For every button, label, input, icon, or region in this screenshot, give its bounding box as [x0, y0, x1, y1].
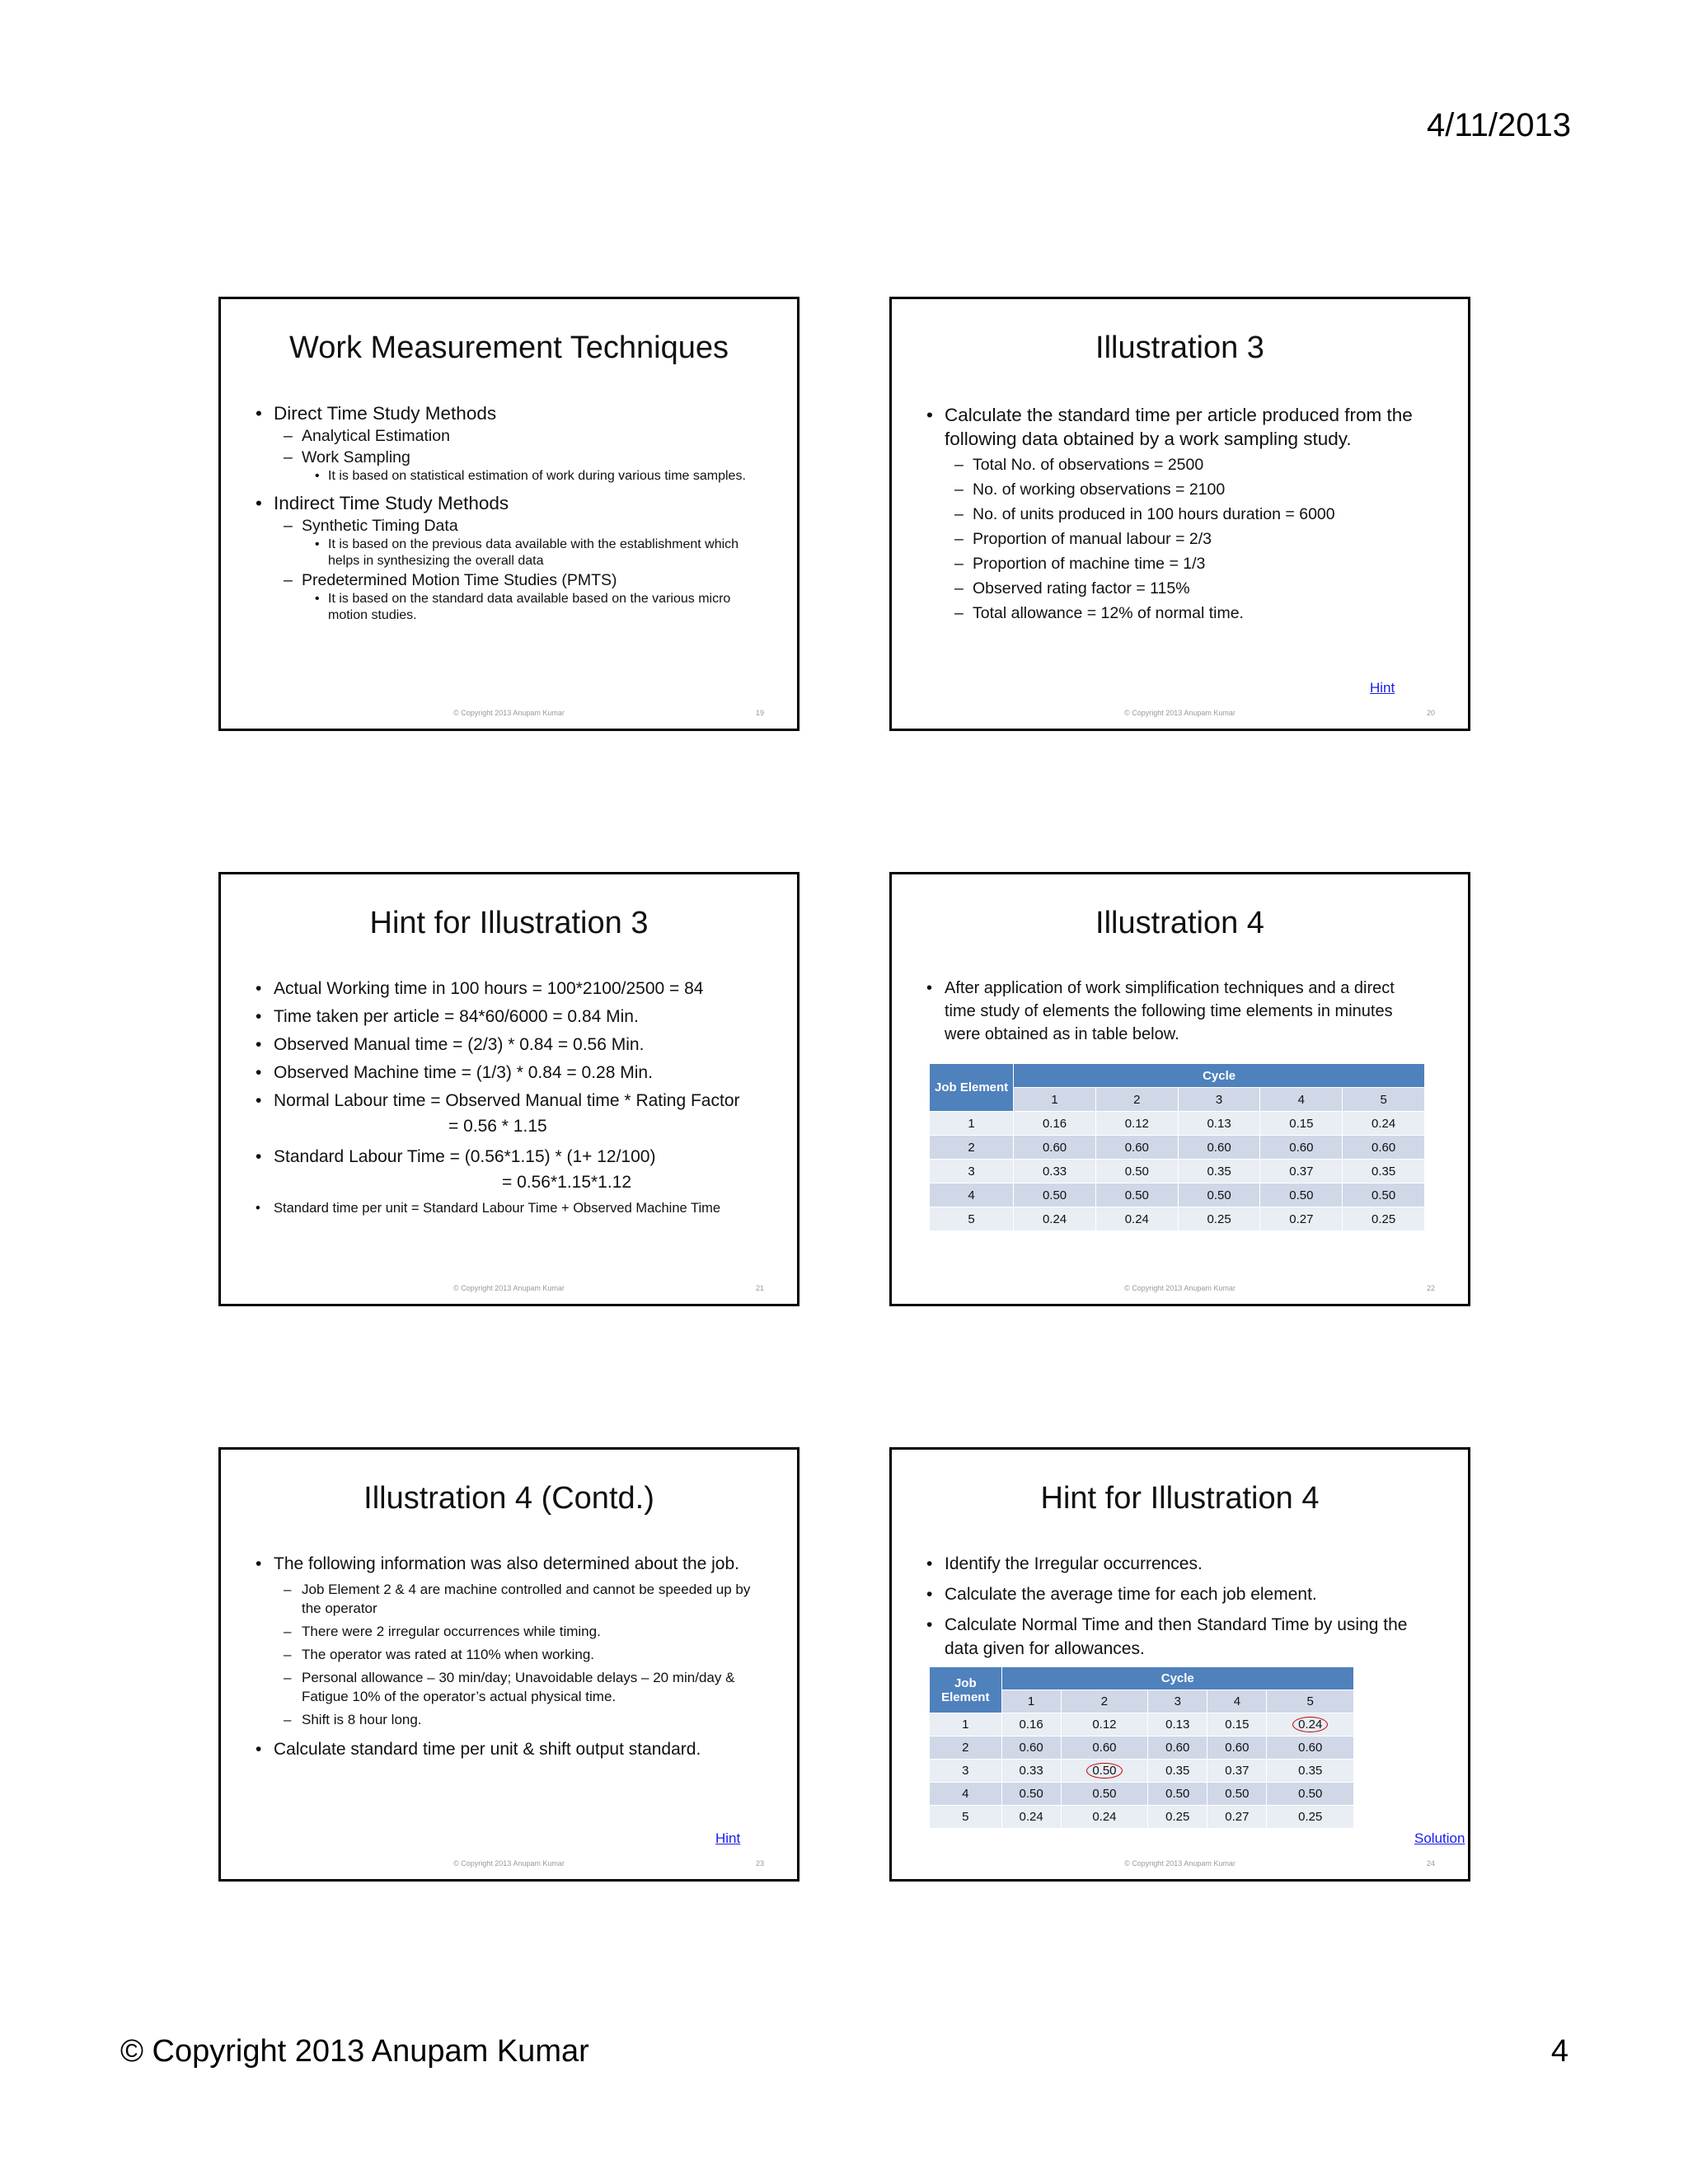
job-element-cell: 2 — [930, 1736, 1002, 1760]
slide-title: Hint for Illustration 4 — [1040, 1481, 1320, 1516]
slide-title: Illustration 4 (Contd.) — [363, 1481, 654, 1516]
slide-21 — [218, 872, 799, 1306]
bullet-item: • Calculate the average time for each job element. — [921, 1582, 1427, 1606]
table-row — [930, 1136, 1425, 1160]
slide-footer-copyright: © Copyright 2013 Anupam Kumar — [453, 1284, 565, 1292]
sub-bullet-item: – No. of units produced in 100 hours duration = 6000 — [921, 504, 1438, 525]
table-row — [930, 1160, 1425, 1183]
slide-content — [251, 1552, 764, 1761]
sub-bullet-item: – Analytical Estimation — [251, 425, 767, 447]
slide-number: 21 — [755, 1284, 764, 1292]
cycle-number: 3 — [1178, 1088, 1260, 1112]
sub-bullet-item: – Total allowance = 12% of normal time. — [921, 602, 1438, 624]
bullet-item: • After application of work simplification techniques and a direct time study of elements the following time elements in minutes were obtained as in table below. — [921, 977, 1427, 1046]
table-cell: 0.50 — [1061, 1783, 1148, 1806]
job-element-cell: 3 — [930, 1160, 1014, 1183]
slide-number: 20 — [1426, 709, 1435, 717]
table-cell: 0.60 — [1148, 1736, 1207, 1760]
cycle-number: 2 — [1061, 1690, 1148, 1713]
page-copyright: © Copyright 2013 Anupam Kumar — [120, 2034, 589, 2069]
table-cell: 0.50 — [1260, 1183, 1343, 1207]
bullet-item: • Indirect Time Study Methods — [251, 491, 767, 515]
slide-content — [921, 977, 1427, 1046]
sub-bullet-item: – Job Element 2 & 4 are machine controlled and cannot be speeded up by the operator — [251, 1580, 764, 1618]
table-cell: 0.50 — [1148, 1783, 1207, 1806]
cycle-number: 1 — [1001, 1690, 1061, 1713]
table-row — [930, 1207, 1425, 1231]
table-cell: 0.60 — [1095, 1136, 1178, 1160]
table-cell: 0.24 — [1014, 1207, 1096, 1231]
table-cell: 0.35 — [1148, 1760, 1207, 1783]
table-cell: 0.60 — [1014, 1136, 1096, 1160]
table-cell: 0.15 — [1260, 1112, 1343, 1136]
table-cell: 0.60 — [1267, 1736, 1354, 1760]
table-row — [930, 1112, 1425, 1136]
slide-24 — [889, 1447, 1470, 1882]
table-cell: 0.60 — [1260, 1136, 1343, 1160]
bullet-item: • Direct Time Study Methods — [251, 401, 767, 425]
table-cell: 0.27 — [1260, 1207, 1343, 1231]
slide-title: Illustration 4 — [1095, 906, 1264, 940]
slide-22 — [889, 872, 1470, 1306]
table-cell: 0.15 — [1207, 1713, 1267, 1736]
table-cell: 0.13 — [1178, 1112, 1260, 1136]
equation-line: = 0.56 * 1.15 — [448, 1117, 547, 1136]
equation-line: = 0.56*1.15*1.12 — [502, 1173, 632, 1192]
page-number: 4 — [1550, 2034, 1568, 2069]
table-cell: 0.35 — [1267, 1760, 1354, 1783]
slide-footer-copyright: © Copyright 2013 Anupam Kumar — [453, 709, 565, 717]
bullet-item: • Calculate the standard time per article produced from the following data obtained by a work sampling study. — [921, 403, 1438, 451]
table-cell — [1267, 1713, 1354, 1736]
job-element-cell: 4 — [930, 1783, 1002, 1806]
sub-sub-bullet-item: • It is based on statistical estimation of work during various time samples. — [251, 468, 767, 485]
table-cell: 0.50 — [1343, 1183, 1425, 1207]
table-cell: 0.50 — [1267, 1783, 1354, 1806]
bullet-item: • Time taken per article = 84*60/6000 = 0.84 Min. — [251, 1005, 767, 1029]
slide-19 — [218, 297, 799, 731]
slide-title: Illustration 3 — [1095, 330, 1264, 365]
table-cell: 0.60 — [1343, 1136, 1425, 1160]
table-cell — [1061, 1760, 1148, 1783]
slide-content — [251, 401, 767, 624]
table-cell: 0.12 — [1061, 1713, 1148, 1736]
sub-bullet-item: – Predetermined Motion Time Studies (PMTS) — [251, 569, 767, 591]
sub-bullet-item: – Proportion of machine time = 1/3 — [921, 553, 1438, 574]
sub-bullet-item: – Proportion of manual labour = 2/3 — [921, 528, 1438, 550]
table-cell: 0.25 — [1343, 1207, 1425, 1231]
table-cell: 0.35 — [1343, 1160, 1425, 1183]
table-row — [930, 1183, 1425, 1207]
job-element-cell: 1 — [930, 1112, 1014, 1136]
sub-bullet-item: – Observed rating factor = 115% — [921, 578, 1438, 599]
cycle-number: 4 — [1260, 1088, 1343, 1112]
sub-bullet-item: – Work Sampling — [251, 447, 767, 468]
slide-footer-copyright: © Copyright 2013 Anupam Kumar — [1124, 1284, 1236, 1292]
table-cell: 0.27 — [1207, 1806, 1267, 1829]
slide-number: 24 — [1426, 1859, 1435, 1868]
cycle-header: Cycle — [1001, 1667, 1353, 1690]
table-cell: 0.60 — [1061, 1736, 1148, 1760]
cycle-number: 4 — [1207, 1690, 1267, 1713]
bullet-item: • Observed Manual time = (2/3) * 0.84 = 0.56 Min. — [251, 1033, 767, 1057]
table-cell: 0.24 — [1095, 1207, 1178, 1231]
table-cell: 0.60 — [1001, 1736, 1061, 1760]
table-cell: 0.25 — [1267, 1806, 1354, 1829]
slide-content — [251, 977, 767, 1221]
slide-23 — [218, 1447, 799, 1882]
hint-link[interactable]: Hint — [715, 1830, 741, 1846]
bullet-item: • The following information was also determined about the job. — [251, 1552, 764, 1576]
table-cell: 0.25 — [1178, 1207, 1260, 1231]
table-cell: 0.50 — [1095, 1183, 1178, 1207]
table-cell: 0.50 — [1207, 1783, 1267, 1806]
job-element-cell: 1 — [930, 1713, 1002, 1736]
table-cell: 0.35 — [1178, 1160, 1260, 1183]
cycle-number: 2 — [1095, 1088, 1178, 1112]
slide-number: 23 — [755, 1859, 764, 1868]
hint-link[interactable]: Hint — [1370, 680, 1395, 696]
table-cell: 0.24 — [1001, 1806, 1061, 1829]
sub-bullet-item: – Total No. of observations = 2500 — [921, 454, 1438, 476]
sub-sub-bullet-item: • It is based on the standard data available based on the various micro motion studies. — [251, 591, 767, 624]
table-cell: 0.16 — [1014, 1112, 1096, 1136]
table-cell: 0.50 — [1001, 1783, 1061, 1806]
job-element-cell: 5 — [930, 1806, 1002, 1829]
table-cell: 0.33 — [1014, 1160, 1096, 1183]
slide-number: 22 — [1426, 1284, 1435, 1292]
irregular-value-circle: 0.50 — [1086, 1763, 1122, 1779]
cycle-number: 5 — [1343, 1088, 1425, 1112]
table-cell: 0.16 — [1001, 1713, 1061, 1736]
cycle-number: 1 — [1014, 1088, 1096, 1112]
table-cell: 0.13 — [1148, 1713, 1207, 1736]
slide-title: Hint for Illustration 3 — [369, 906, 649, 940]
table-row — [930, 1783, 1354, 1806]
slide-title: Work Measurement Techniques — [289, 330, 729, 365]
sub-bullet-item: – There were 2 irregular occurrences while timing. — [251, 1622, 764, 1641]
bullet-item: • Observed Machine time = (1/3) * 0.84 = 0.28 Min. — [251, 1061, 767, 1085]
table-cell: 0.50 — [1014, 1183, 1096, 1207]
slide-footer-copyright: © Copyright 2013 Anupam Kumar — [1124, 1859, 1236, 1868]
sub-bullet-item: – Synthetic Timing Data — [251, 515, 767, 537]
bullet-item: • Standard time per unit = Standard Labour Time + Observed Machine Time — [251, 1197, 767, 1221]
bullet-item: • Standard Labour Time = (0.56*1.15) * (1+ 12/100) — [251, 1145, 767, 1169]
table-row — [930, 1806, 1354, 1829]
irregular-value-circle: 0.24 — [1292, 1717, 1328, 1732]
table-cell: 0.24 — [1061, 1806, 1148, 1829]
sub-bullet-item: – No. of working observations = 2100 — [921, 479, 1438, 500]
time-table — [929, 1063, 1425, 1231]
bullet-item: • Actual Working time in 100 hours = 100*2100/2500 = 84 — [251, 977, 767, 1001]
table-cell: 0.33 — [1001, 1760, 1061, 1783]
bullet-item: • Normal Labour time = Observed Manual time * Rating Factor — [251, 1089, 767, 1113]
bullet-item: • Identify the Irregular occurrences. — [921, 1552, 1427, 1576]
job-element-header: Job Element — [930, 1667, 1002, 1713]
table-cell: 0.25 — [1148, 1806, 1207, 1829]
table-row — [930, 1713, 1354, 1736]
slide-20 — [889, 297, 1470, 731]
sub-sub-bullet-item: • It is based on the previous data available with the establishment which helps in synthesizing the overall data — [251, 537, 767, 569]
bullet-item: • Calculate Normal Time and then Standard Time by using the data given for allowances. — [921, 1613, 1427, 1661]
table-cell: 0.60 — [1207, 1736, 1267, 1760]
bullet-item: • Calculate standard time per unit & shift output standard. — [251, 1737, 764, 1761]
table-cell: 0.50 — [1095, 1160, 1178, 1183]
sub-bullet-item: – Personal allowance – 30 min/day; Unavoidable delays – 20 min/day & Fatigue 10% of the operator’s actual physical time. — [251, 1668, 764, 1706]
cycle-number: 5 — [1267, 1690, 1354, 1713]
slide-footer-copyright: © Copyright 2013 Anupam Kumar — [453, 1859, 565, 1868]
slide-content — [921, 403, 1438, 624]
table-cell: 0.37 — [1260, 1160, 1343, 1183]
job-element-header: Job Element — [930, 1064, 1014, 1112]
job-element-cell: 2 — [930, 1136, 1014, 1160]
job-element-cell: 4 — [930, 1183, 1014, 1207]
table-row — [930, 1760, 1354, 1783]
slide-number: 19 — [755, 709, 764, 717]
slide-content — [921, 1552, 1427, 1661]
cycle-number: 3 — [1148, 1690, 1207, 1713]
page-date: 4/11/2013 — [1427, 107, 1571, 143]
table-row — [930, 1736, 1354, 1760]
slide-footer-copyright: © Copyright 2013 Anupam Kumar — [1124, 709, 1236, 717]
job-element-cell: 5 — [930, 1207, 1014, 1231]
table-cell: 0.24 — [1343, 1112, 1425, 1136]
table-cell: 0.50 — [1178, 1183, 1260, 1207]
sub-bullet-item: – Shift is 8 hour long. — [251, 1710, 764, 1729]
table-cell: 0.60 — [1178, 1136, 1260, 1160]
time-table-irregular — [929, 1666, 1354, 1829]
cycle-header: Cycle — [1014, 1064, 1425, 1088]
job-element-cell: 3 — [930, 1760, 1002, 1783]
table-cell: 0.37 — [1207, 1760, 1267, 1783]
solution-link[interactable]: Solution — [1414, 1830, 1465, 1846]
table-cell: 0.12 — [1095, 1112, 1178, 1136]
sub-bullet-item: – The operator was rated at 110% when working. — [251, 1645, 764, 1664]
